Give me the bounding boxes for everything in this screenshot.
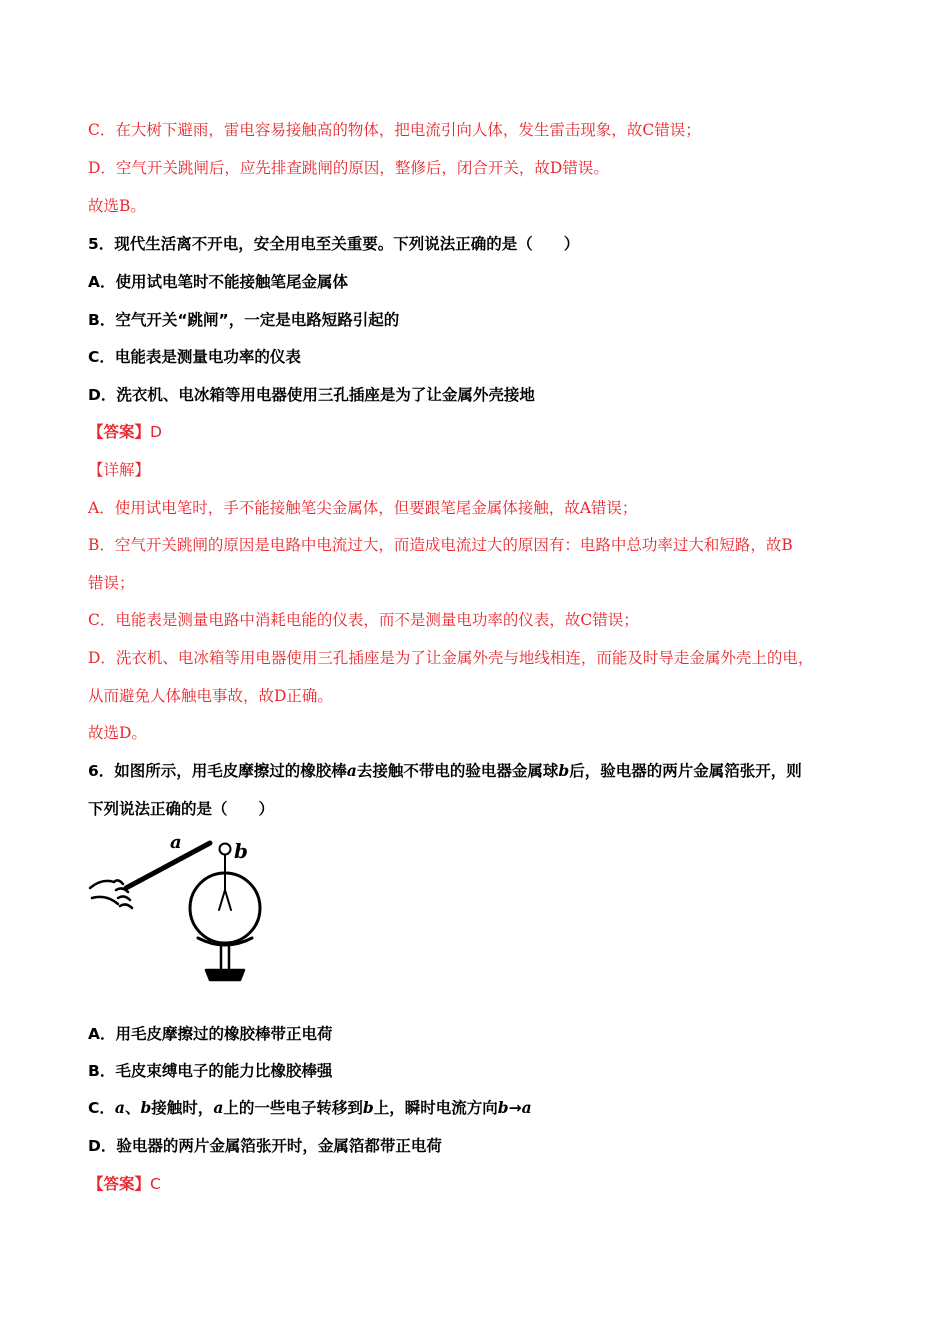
question-6-answer — [88, 1174, 161, 1194]
question-5-stem: 5．现代生活离不开电，安全用电至关重要。下列说法正确的是（ ） — [88, 235, 580, 253]
question-6-option-b: B．毛皮束缚电子的能力比橡胶棒强 — [88, 1062, 333, 1080]
question-5-option-d: D．洗衣机、电冰箱等用电器使用三孔插座是为了让金属外壳接地 — [88, 386, 535, 404]
prev-explanation-d: D．空气开关跳闸后，应先排查跳闸的原因，整修后，闭合开关，故D错误。 — [88, 159, 609, 177]
explanation-line: C．电能表是测量电路中消耗电能的仪表，而不是测量电功率的仪表，故C错误； — [88, 611, 639, 629]
question-6-option-d: D．验电器的两片金属箔张开时，金属箔都带正电荷 — [88, 1137, 442, 1155]
question-5-option-c: C．电能表是测量电功率的仪表 — [88, 348, 301, 366]
question-5-option-a: A．使用试电笔时不能接触笔尾金属体 — [88, 273, 348, 291]
question-5-answer — [88, 422, 162, 442]
question-6-stem-2: 下列说法正确的是（ ） — [88, 800, 275, 818]
explanation-line: D．洗衣机、电冰箱等用电器使用三孔插座是为了让金属外壳与地线相连，而能及时导走金属外壳上的电， — [88, 649, 814, 667]
prev-explanation-c: C．在大树下避雨，雷电容易接触高的物体，把电流引向人体，发生雷击现象，故C错误； — [88, 121, 701, 139]
prev-conclusion: 故选B。 — [88, 197, 146, 215]
answer-value: D — [150, 423, 162, 441]
explanation-line: 从而避免人体触电事故，故D正确。 — [88, 687, 333, 705]
question-6-option-c: C．a、b接触时，a上的一些电子转移到b上，瞬时电流方向b→a — [88, 1098, 532, 1117]
figure-label-b: b — [234, 839, 248, 863]
answer-value: C — [150, 1175, 161, 1193]
answer-label: 【答案】 — [88, 423, 151, 441]
question-6-option-a: A．用毛皮摩擦过的橡胶棒带正电荷 — [88, 1025, 333, 1043]
figure-label-a: a — [170, 832, 182, 853]
electroscope-figure — [88, 828, 298, 988]
detail-label: 【详解】 — [88, 461, 151, 479]
answer-label: 【答案】 — [88, 1175, 151, 1193]
question-6-stem: 6．如图所示，用毛皮摩擦过的橡胶棒a去接触不带电的验电器金属球b后，验电器的两片金属箔张开，则 — [88, 761, 802, 780]
explanation-line: A．使用试电笔时，手不能接触笔尖金属体，但要跟笔尾金属体接触，故A错误； — [88, 499, 638, 517]
explanation-line: B．空气开关跳闸的原因是电路中电流过大，而造成电流过大的原因有：电路中总功率过大和短路，故B — [88, 536, 793, 554]
explanation-line: 错误； — [88, 574, 135, 592]
question-5-option-b: B．空气开关“跳闸”，一定是电路短路引起的 — [88, 311, 400, 329]
explanation-line: 故选D。 — [88, 724, 147, 742]
